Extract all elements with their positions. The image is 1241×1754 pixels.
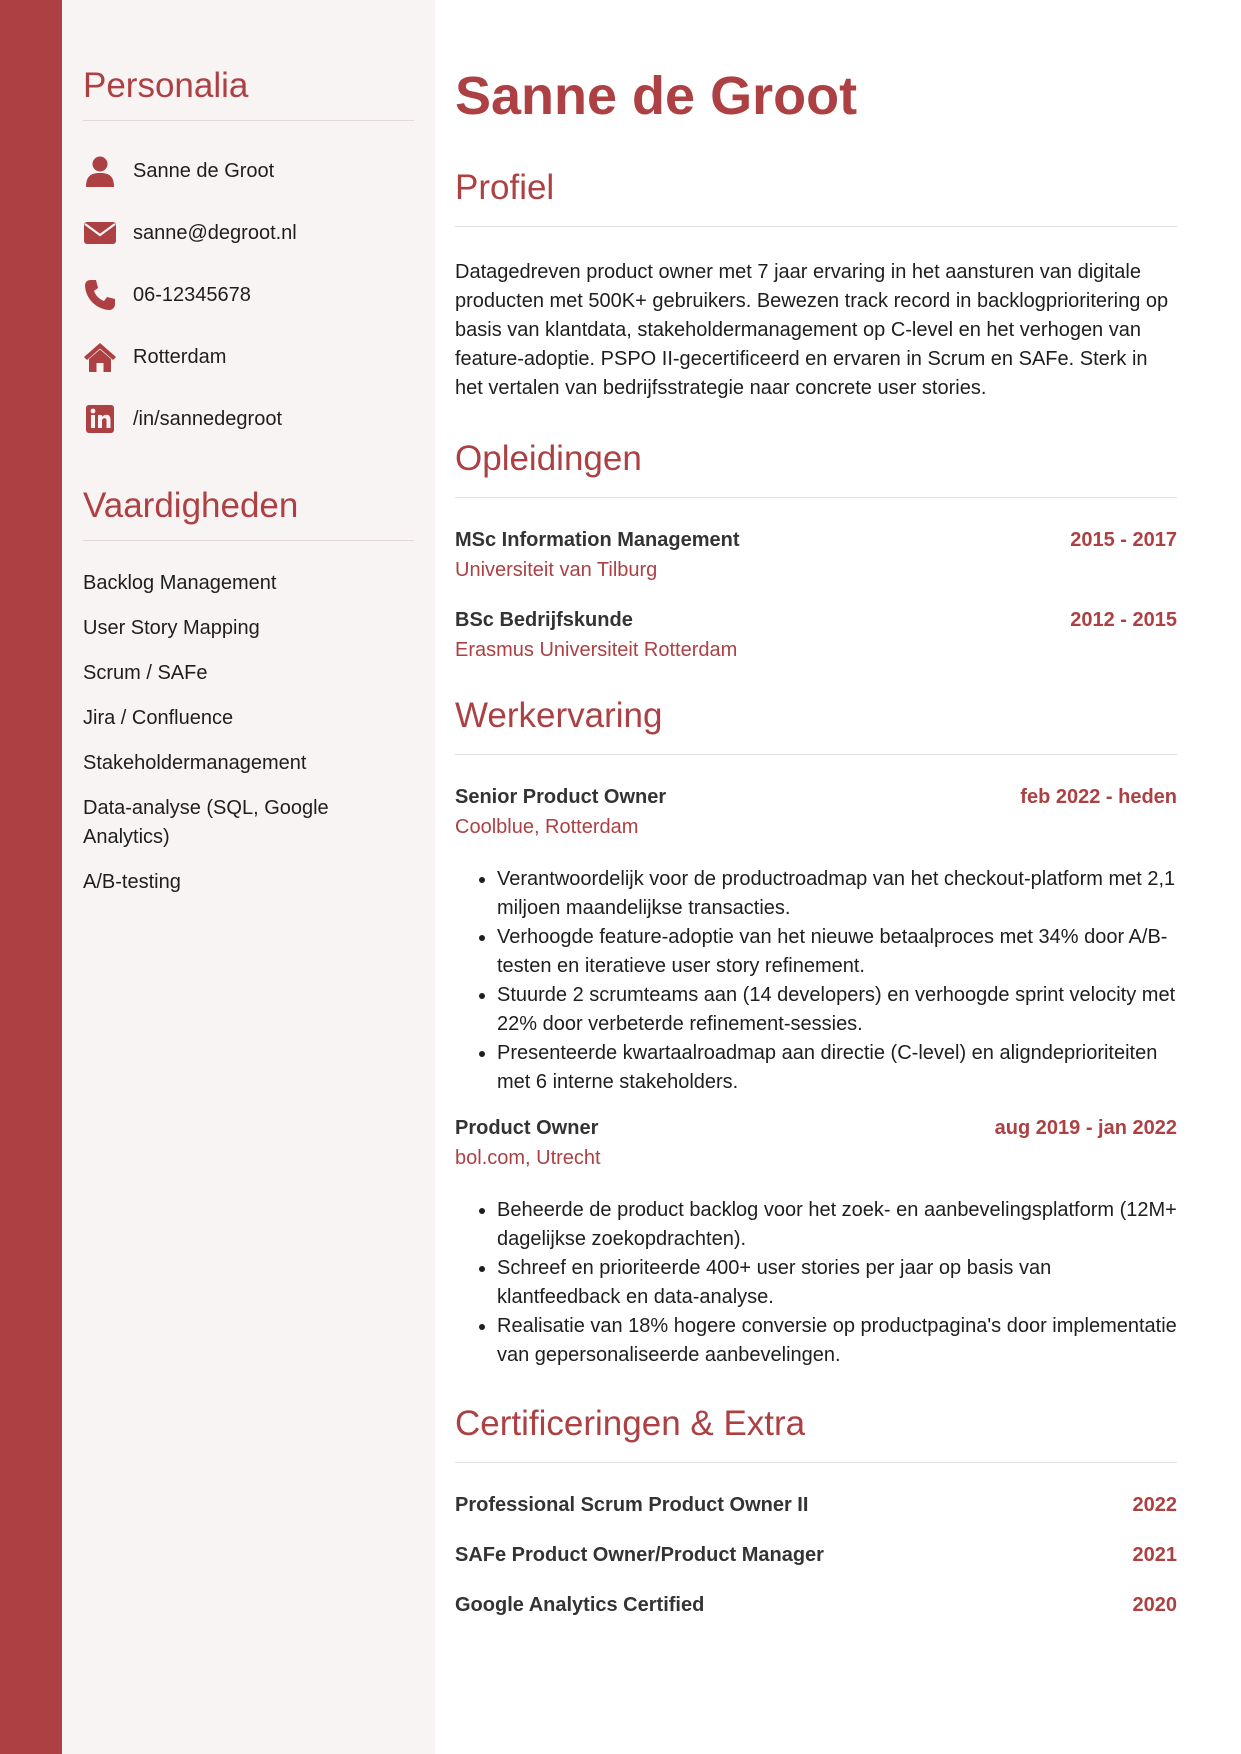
experience-heading: Werkervaring [455,696,663,735]
contact-item-phone [83,264,414,326]
education-dates: 2012 - 2015 [1070,609,1177,631]
contact-list [83,140,414,450]
skills-divider [83,540,414,541]
contact-item-city [83,326,414,388]
certification-item [455,1594,1177,1617]
certifications-section [455,1402,1177,1617]
certification-item [455,1494,1177,1517]
education-heading: Opleidingen [455,439,642,478]
skill-item: A/B-testing [83,871,181,893]
job-bullet: • Verhoogde feature-adoptie van het nieuwe betaalproces met 34% door A/B-testen en iteratieve user story refinement. [497,923,1177,981]
education-dates: 2015 - 2017 [1070,529,1177,551]
job-company: bol.com, Utrecht [455,1147,601,1169]
job-bullet: • Presenteerde kwartaalroadmap aan directie (C-level) en aligndeprioriteiten met 6 interne stakeholders. [497,1039,1177,1097]
certification-year: 2021 [1132,1544,1177,1566]
education-entry [455,609,1177,662]
personalia-heading: Personalia [83,66,249,105]
profile-text: Datagedreven product owner met 7 jaar ervaring in het aansturen van digitale producten met 500K+ gebruikers. Bewezen track record in backlogprioritering op basis van klantdata, stakeholdermanagement op C-level en het verhogen van feature-adoptie. PSPO II-gecertificeerd en ervaren in Scrum en SAFe. Sterk in het vertalen van bedrijfsstrategie naar concrete user stories. [455,261,1169,399]
certification-year: 2020 [1132,1594,1177,1616]
personalia-divider [83,120,414,121]
certifications-divider [455,1462,1177,1463]
contact-city: Rotterdam [133,345,227,368]
job-dates: aug 2019 - jan 2022 [994,1117,1177,1139]
job-company: Coolblue, Rotterdam [455,816,639,838]
phone-icon [83,278,117,312]
education-divider [455,497,1177,498]
certification-title: Google Analytics Certified [455,1594,705,1616]
user-icon [83,154,117,188]
job-title: Product Owner [455,1117,599,1139]
profile-divider [455,226,1177,227]
education-school: Erasmus Universiteit Rotterdam [455,639,738,661]
job-dates: feb 2022 - heden [1020,786,1177,808]
job-bullet: • Stuurde 2 scrumteams aan (14 developers) en verhoogde sprint velocity met 22% door verbeterde refinement-sessies. [497,981,1177,1039]
education-school: Universiteit van Tilburg [455,559,658,581]
experience-entry [455,1117,1177,1370]
contact-linkedin[interactable]: /in/sannedegroot [133,407,283,430]
job-bullets [455,1196,1177,1370]
education-title: BSc Bedrijfskunde [455,609,633,631]
job-bullet: • Beheerde de product backlog voor het zoek- en aanbevelingsplatform (12M+ dagelijkse zoekopdrachten). [497,1196,1177,1254]
skill-item: Backlog Management [83,572,277,594]
skill-item: Jira / Confluence [83,707,234,729]
job-title: Senior Product Owner [455,786,667,808]
contact-email[interactable]: sanne@degroot.nl [133,221,297,244]
certifications-heading: Certificeringen & Extra [455,1404,806,1443]
skill-list [83,561,414,905]
candidate-name: Sanne de Groot [455,66,858,126]
job-bullet: • Schreef en prioriteerde 400+ user stories per jaar op basis van klantfeedback en data-analyse. [497,1254,1177,1312]
contact-phone[interactable]: 06-12345678 [133,283,251,306]
home-icon [83,340,117,374]
education-title: MSc Information Management [455,529,740,551]
experience-divider [455,754,1177,755]
skill-item: Scrum / SAFe [83,662,208,684]
contact-item-email [83,202,414,264]
skill-item: Stakeholdermanagement [83,752,307,774]
certification-item [455,1544,1177,1567]
skills-heading: Vaardigheden [83,486,299,525]
job-bullet: • Realisatie van 18% hogere conversie op productpagina's door implementatie van gepersonaliseerde aanbevelingen. [497,1312,1177,1370]
sidebar [62,0,435,1754]
main-content [455,60,1177,1617]
experience-entry [455,786,1177,1097]
contact-name: Sanne de Groot [133,159,275,182]
education-entry [455,529,1177,582]
skill-item: User Story Mapping [83,617,260,639]
education-section [455,437,1177,662]
envelope-icon [83,216,117,250]
contact-item-linkedin [83,388,414,450]
contact-item-name [83,140,414,202]
accent-bar [0,0,62,1754]
job-bullet: • Verantwoordelijk voor de productroadmap van het checkout-platform met 2,1 miljoen maandelijkse transacties. [497,865,1177,923]
job-bullets [455,865,1177,1097]
certification-title: SAFe Product Owner/Product Manager [455,1544,824,1566]
experience-section [455,694,1177,1370]
certification-title: Professional Scrum Product Owner II [455,1494,809,1516]
profile-heading: Profiel [455,168,555,207]
linkedin-icon [83,402,117,436]
skill-item: Data-analyse (SQL, Google Analytics) [83,797,329,848]
profile-section [455,166,1177,403]
certification-year: 2022 [1132,1494,1177,1516]
